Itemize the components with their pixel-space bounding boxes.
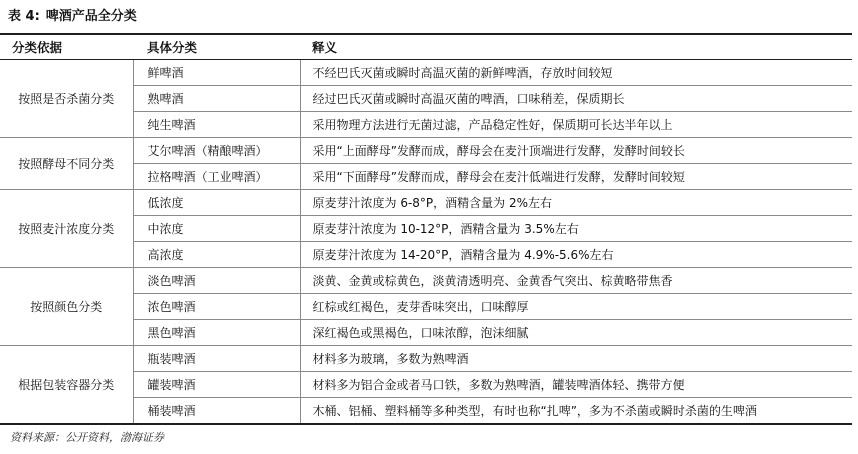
category-name: 浓色啤酒: [133, 294, 300, 320]
category-name: 拉格啤酒（工业啤酒）: [133, 164, 300, 190]
category-definition: 淡黄、金黄或棕黄色，淡黄清透明亮、金黄香气突出、棕黄略带焦香: [300, 268, 852, 294]
table-row: [0, 346, 852, 372]
group-basis: 按照颜色分类: [0, 268, 133, 346]
category-name: 桶装啤酒: [133, 398, 300, 425]
category-name: 淡色啤酒: [133, 268, 300, 294]
category-name: 黑色啤酒: [133, 320, 300, 346]
source-note: 资料来源：公开资料，渤海证券: [10, 431, 164, 444]
category-definition: 经过巴氏灭菌或瞬时高温灭菌的啤酒，口味稍差，保质期长: [300, 86, 852, 112]
category-name: 高浓度: [133, 242, 300, 268]
category-definition: 不经巴氏灭菌或瞬时高温灭菌的新鲜啤酒，存放时间较短: [300, 60, 852, 86]
header-category: 具体分类: [133, 34, 300, 60]
header-definition: 释义: [300, 34, 852, 60]
category-name: 罐装啤酒: [133, 372, 300, 398]
table-row: [0, 138, 852, 164]
category-definition: 原麦芽汁浓度为 6-8°P，酒精含量为 2%左右: [300, 190, 852, 216]
category-name: 纯生啤酒: [133, 112, 300, 138]
category-definition: 原麦芽汁浓度为 14-20°P，酒精含量为 4.9%-5.6%左右: [300, 242, 852, 268]
category-definition: 采用物理方法进行无菌过滤，产品稳定性好，保质期可长达半年以上: [300, 112, 852, 138]
category-definition: 红棕或红褐色，麦芽香味突出，口味醇厚: [300, 294, 852, 320]
table-title: [8, 7, 137, 27]
category-definition: 原麦芽汁浓度为 10-12°P，酒精含量为 3.5%左右: [300, 216, 852, 242]
category-name: 瓶装啤酒: [133, 346, 300, 372]
header-row: [0, 34, 852, 60]
beer-classification-table: [0, 33, 852, 425]
table-row: [0, 190, 852, 216]
table-row: [0, 268, 852, 294]
category-name: 熟啤酒: [133, 86, 300, 112]
category-definition: 采用“上面酵母”发酵而成，酵母会在麦汁顶端进行发酵，发酵时间较长: [300, 138, 852, 164]
header-basis: 分类依据: [0, 34, 133, 60]
category-definition: 采用“下面酵母”发酵而成，酵母会在麦汁低端进行发酵，发酵时间较短: [300, 164, 852, 190]
group-basis: 按照酵母不同分类: [0, 138, 133, 190]
category-definition: 材料多为玻璃，多数为熟啤酒: [300, 346, 852, 372]
category-name: 艾尔啤酒（精酿啤酒）: [133, 138, 300, 164]
category-name: 鲜啤酒: [133, 60, 300, 86]
table-row: [0, 60, 852, 86]
group-basis: 按照麦汁浓度分类: [0, 190, 133, 268]
group-basis: 按照是否杀菌分类: [0, 60, 133, 138]
table-number: 表 4:: [8, 9, 40, 24]
category-name: 中浓度: [133, 216, 300, 242]
table-caption: 啤酒产品全分类: [45, 9, 137, 24]
group-basis: 根据包装容器分类: [0, 346, 133, 425]
category-definition: 木桶、铝桶、塑料桶等多种类型，有时也称“扎啤”，多为不杀菌或瞬时杀菌的生啤酒: [300, 398, 852, 425]
category-definition: 材料多为铝合金或者马口铁，多数为熟啤酒，罐装啤酒体轻、携带方便: [300, 372, 852, 398]
category-definition: 深红褐色或黑褐色，口味浓醇，泡沫细腻: [300, 320, 852, 346]
category-name: 低浓度: [133, 190, 300, 216]
